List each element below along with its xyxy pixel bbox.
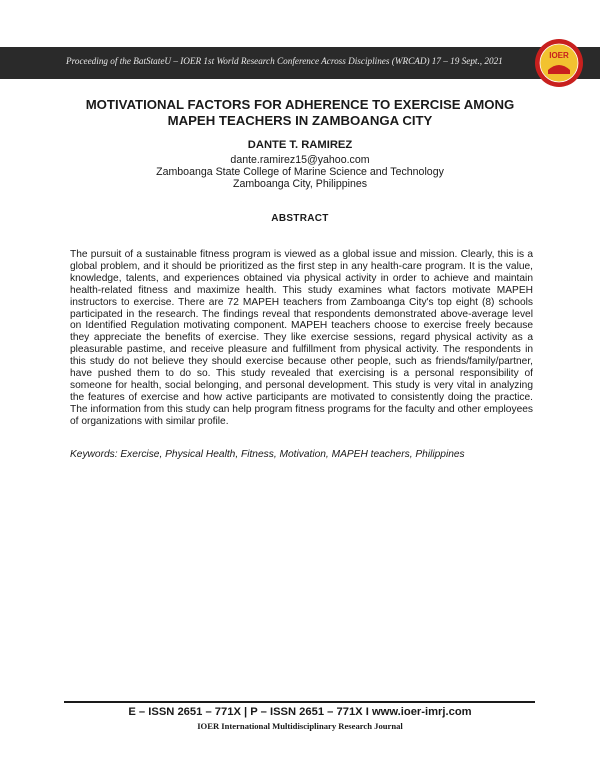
conference-proceeding-text: Proceeding of the BatStateU – IOER 1st World Research Conference Across Disciplines (WRCAD) 17 – 19 Sept., 2021: [66, 56, 503, 66]
title-line-1: MOTIVATIONAL FACTORS FOR ADHERENCE TO EXERCISE AMONG: [85, 97, 515, 112]
footer-issn: E – ISSN 2651 – 771X | P – ISSN 2651 – 771X I www.ioer-imrj.com: [128, 706, 472, 718]
logo-text: IOER: [549, 51, 569, 60]
paper-title: [40, 97, 560, 129]
author-institution: Zamboanga State College of Marine Science and Technology: [156, 166, 444, 178]
author-name: DANTE T. RAMIREZ: [247, 139, 353, 151]
footer-journal-name: IOER International Multidisciplinary Research Journal: [197, 721, 403, 731]
title-line-2: MAPEH TEACHERS IN ZAMBOANGA CITY: [167, 113, 433, 128]
keywords: Keywords: Exercise, Physical Health, Fitness, Motivation, MAPEH teachers, Philippines: [70, 449, 465, 460]
abstract-heading: ABSTRACT: [271, 213, 329, 224]
abstract-body: The pursuit of a sustainable fitness program is viewed as a global issue and mission. Clearly, this is a global problem, and it should be prioritized as the first step in any health-care program. It is the value, knowledge, talents, and experiences obtained via physical activity in order to achieve and maintain health-related fitness and maximize health. This study examines what factors motivate MAPEH instructors to exercise. There are 72 MAPEH teachers from Zamboanga City's top eight (8) schools participated in the research. The findings reveal that respondents demonstrated above-average level on Identified Regulation motivating component. MAPEH teachers choose to exercise freely because they appreciate the benefits of exercise. They like exercise sessions, regard physical activity as a pleasurable pastime, and receive pleasure and fulfillment from physical activity. The respondents in this study do not believe they should exercise because other people, such as friends/family/partner, have pushed them to do so. This study revealed that exercising is a personal responsibility of someone for health, social belonging, and personal development. This study is very vital in analyzing the features of exercise and how active participants are motivated to consistently doing the practice. The information from this study can help program fitness programs for the faculty and other employees of organizations with similar profile.: [70, 249, 533, 427]
author-email: dante.ramirez15@yahoo.com: [230, 154, 370, 166]
author-location: Zamboanga City, Philippines: [232, 178, 368, 190]
footer-divider: [64, 701, 535, 703]
ioer-logo: [534, 38, 584, 88]
